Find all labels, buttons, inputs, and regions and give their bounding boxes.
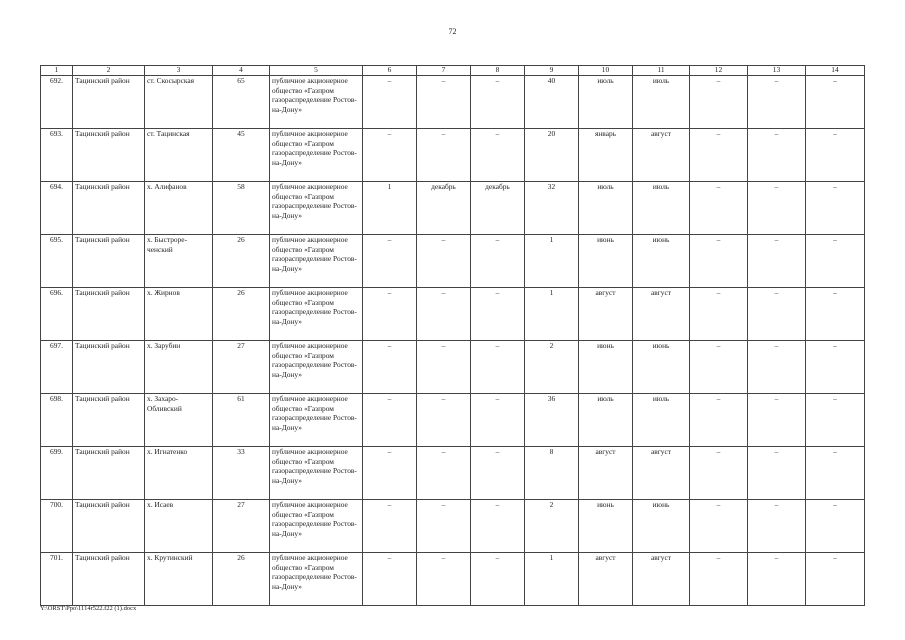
column-14-cell: –	[806, 129, 865, 182]
column-header-11: 11	[633, 66, 690, 76]
column-header-14: 14	[806, 66, 865, 76]
column-header-4: 4	[213, 66, 270, 76]
column-7-cell: –	[417, 553, 471, 606]
table-row	[41, 288, 865, 341]
column-6-cell: –	[363, 500, 417, 553]
column-14-cell: –	[806, 500, 865, 553]
row-number: 700.	[41, 500, 73, 553]
footer-file-path: Y:\ORST\Ppo\1114r522.f22 (1).docx	[40, 605, 137, 612]
settlement-cell: х. Исаев	[145, 500, 213, 553]
column-header-9: 9	[525, 66, 579, 76]
column-10-cell: июнь	[579, 341, 633, 394]
column-8-cell: –	[471, 129, 525, 182]
column-14-cell: –	[806, 341, 865, 394]
column-11-cell: август	[633, 129, 690, 182]
column-11-cell: июнь	[633, 341, 690, 394]
table-row	[41, 447, 865, 500]
district-cell: Тацинский район	[73, 182, 145, 235]
district-cell: Тацинский район	[73, 553, 145, 606]
column-7-cell: декабрь	[417, 182, 471, 235]
row-number: 698.	[41, 394, 73, 447]
district-cell: Тацинский район	[73, 235, 145, 288]
column-4-cell: 61	[213, 394, 270, 447]
column-7-cell: –	[417, 288, 471, 341]
column-13-cell: –	[748, 182, 806, 235]
column-header-5: 5	[270, 66, 363, 76]
column-9-cell: 36	[525, 394, 579, 447]
district-cell: Тацинский район	[73, 341, 145, 394]
district-cell: Тацинский район	[73, 394, 145, 447]
column-8-cell: –	[471, 394, 525, 447]
column-4-cell: 45	[213, 129, 270, 182]
column-12-cell: –	[690, 394, 748, 447]
column-10-cell: август	[579, 447, 633, 500]
gasification-table	[40, 65, 865, 606]
column-6-cell: –	[363, 76, 417, 129]
column-header-3: 3	[145, 66, 213, 76]
column-9-cell: 1	[525, 288, 579, 341]
column-10-cell: август	[579, 288, 633, 341]
column-7-cell: –	[417, 394, 471, 447]
column-14-cell: –	[806, 447, 865, 500]
column-9-cell: 8	[525, 447, 579, 500]
row-number: 694.	[41, 182, 73, 235]
organization-cell: публичное акционерное общество «Газпром газораспределение Ростов-на-Дону»	[270, 500, 363, 553]
column-header-1: 1	[41, 66, 73, 76]
column-10-cell: август	[579, 553, 633, 606]
district-cell: Тацинский район	[73, 288, 145, 341]
table-row	[41, 182, 865, 235]
row-number: 699.	[41, 447, 73, 500]
organization-cell: публичное акционерное общество «Газпром газораспределение Ростов-на-Дону»	[270, 288, 363, 341]
column-8-cell: –	[471, 553, 525, 606]
column-4-cell: 33	[213, 447, 270, 500]
column-8-cell: –	[471, 341, 525, 394]
district-cell: Тацинский район	[73, 129, 145, 182]
settlement-cell: х. Игнатенко	[145, 447, 213, 500]
organization-cell: публичное акционерное общество «Газпром газораспределение Ростов-на-Дону»	[270, 341, 363, 394]
column-12-cell: –	[690, 182, 748, 235]
table-row	[41, 500, 865, 553]
column-10-cell: июль	[579, 182, 633, 235]
column-14-cell: –	[806, 553, 865, 606]
column-9-cell: 20	[525, 129, 579, 182]
column-14-cell: –	[806, 394, 865, 447]
column-6-cell: 1	[363, 182, 417, 235]
organization-cell: публичное акционерное общество «Газпром газораспределение Ростов-на-Дону»	[270, 235, 363, 288]
settlement-cell: х. Крутинский	[145, 553, 213, 606]
table-body	[41, 76, 865, 606]
column-10-cell: июнь	[579, 235, 633, 288]
column-12-cell: –	[690, 129, 748, 182]
column-10-cell: июнь	[579, 500, 633, 553]
table-row	[41, 235, 865, 288]
column-13-cell: –	[748, 500, 806, 553]
column-header-13: 13	[748, 66, 806, 76]
row-number: 695.	[41, 235, 73, 288]
table-row	[41, 553, 865, 606]
column-12-cell: –	[690, 341, 748, 394]
column-9-cell: 32	[525, 182, 579, 235]
organization-cell: публичное акционерное общество «Газпром газораспределение Ростов-на-Дону»	[270, 553, 363, 606]
column-9-cell: 40	[525, 76, 579, 129]
column-6-cell: –	[363, 447, 417, 500]
column-13-cell: –	[748, 394, 806, 447]
column-6-cell: –	[363, 553, 417, 606]
column-13-cell: –	[748, 553, 806, 606]
column-13-cell: –	[748, 129, 806, 182]
column-12-cell: –	[690, 288, 748, 341]
column-12-cell: –	[690, 76, 748, 129]
organization-cell: публичное акционерное общество «Газпром газораспределение Ростов-на-Дону»	[270, 76, 363, 129]
column-7-cell: –	[417, 447, 471, 500]
column-6-cell: –	[363, 235, 417, 288]
row-number: 692.	[41, 76, 73, 129]
column-4-cell: 65	[213, 76, 270, 129]
column-11-cell: август	[633, 447, 690, 500]
table-row	[41, 76, 865, 129]
settlement-cell: х. Зарубин	[145, 341, 213, 394]
row-number: 697.	[41, 341, 73, 394]
column-11-cell: июнь	[633, 235, 690, 288]
column-8-cell: –	[471, 500, 525, 553]
column-9-cell: 2	[525, 341, 579, 394]
column-8-cell: декабрь	[471, 182, 525, 235]
column-11-cell: июль	[633, 394, 690, 447]
column-14-cell: –	[806, 288, 865, 341]
column-13-cell: –	[748, 447, 806, 500]
column-9-cell: 1	[525, 553, 579, 606]
page-number: 72	[448, 27, 457, 36]
column-7-cell: –	[417, 235, 471, 288]
organization-cell: публичное акционерное общество «Газпром газораспределение Ростов-на-Дону»	[270, 394, 363, 447]
column-9-cell: 2	[525, 500, 579, 553]
table-row	[41, 129, 865, 182]
column-12-cell: –	[690, 500, 748, 553]
column-12-cell: –	[690, 553, 748, 606]
column-6-cell: –	[363, 288, 417, 341]
settlement-cell: х. Алифанов	[145, 182, 213, 235]
column-14-cell: –	[806, 182, 865, 235]
column-9-cell: 1	[525, 235, 579, 288]
column-11-cell: июль	[633, 76, 690, 129]
column-header-6: 6	[363, 66, 417, 76]
column-8-cell: –	[471, 447, 525, 500]
district-cell: Тацинский район	[73, 76, 145, 129]
column-4-cell: 58	[213, 182, 270, 235]
column-7-cell: –	[417, 341, 471, 394]
column-4-cell: 27	[213, 341, 270, 394]
column-10-cell: июль	[579, 394, 633, 447]
table-row	[41, 341, 865, 394]
settlement-cell: х. Быстроре-ченский	[145, 235, 213, 288]
settlement-cell: ст. Скосырская	[145, 76, 213, 129]
column-8-cell: –	[471, 288, 525, 341]
column-12-cell: –	[690, 235, 748, 288]
column-13-cell: –	[748, 76, 806, 129]
district-cell: Тацинский район	[73, 447, 145, 500]
row-number: 693.	[41, 129, 73, 182]
column-4-cell: 26	[213, 235, 270, 288]
organization-cell: публичное акционерное общество «Газпром газораспределение Ростов-на-Дону»	[270, 129, 363, 182]
column-number-header	[41, 66, 865, 76]
organization-cell: публичное акционерное общество «Газпром газораспределение Ростов-на-Дону»	[270, 182, 363, 235]
column-13-cell: –	[748, 235, 806, 288]
column-7-cell: –	[417, 500, 471, 553]
settlement-cell: ст. Тацинская	[145, 129, 213, 182]
district-cell: Тацинский район	[73, 500, 145, 553]
column-4-cell: 26	[213, 288, 270, 341]
column-13-cell: –	[748, 288, 806, 341]
column-11-cell: июнь	[633, 500, 690, 553]
column-4-cell: 27	[213, 500, 270, 553]
column-8-cell: –	[471, 235, 525, 288]
column-11-cell: август	[633, 288, 690, 341]
column-header-12: 12	[690, 66, 748, 76]
column-6-cell: –	[363, 341, 417, 394]
column-6-cell: –	[363, 394, 417, 447]
column-11-cell: август	[633, 553, 690, 606]
column-12-cell: –	[690, 447, 748, 500]
column-7-cell: –	[417, 76, 471, 129]
organization-cell: публичное акционерное общество «Газпром газораспределение Ростов-на-Дону»	[270, 447, 363, 500]
column-header-2: 2	[73, 66, 145, 76]
column-14-cell: –	[806, 235, 865, 288]
column-14-cell: –	[806, 76, 865, 129]
table-row	[41, 394, 865, 447]
column-6-cell: –	[363, 129, 417, 182]
settlement-cell: х. Жирнов	[145, 288, 213, 341]
settlement-cell: х. Захаро-Обливский	[145, 394, 213, 447]
column-header-7: 7	[417, 66, 471, 76]
column-header-10: 10	[579, 66, 633, 76]
column-11-cell: июль	[633, 182, 690, 235]
row-number: 696.	[41, 288, 73, 341]
column-header-8: 8	[471, 66, 525, 76]
column-7-cell: –	[417, 129, 471, 182]
column-8-cell: –	[471, 76, 525, 129]
column-13-cell: –	[748, 341, 806, 394]
column-10-cell: январь	[579, 129, 633, 182]
row-number: 701.	[41, 553, 73, 606]
column-10-cell: июль	[579, 76, 633, 129]
column-4-cell: 26	[213, 553, 270, 606]
